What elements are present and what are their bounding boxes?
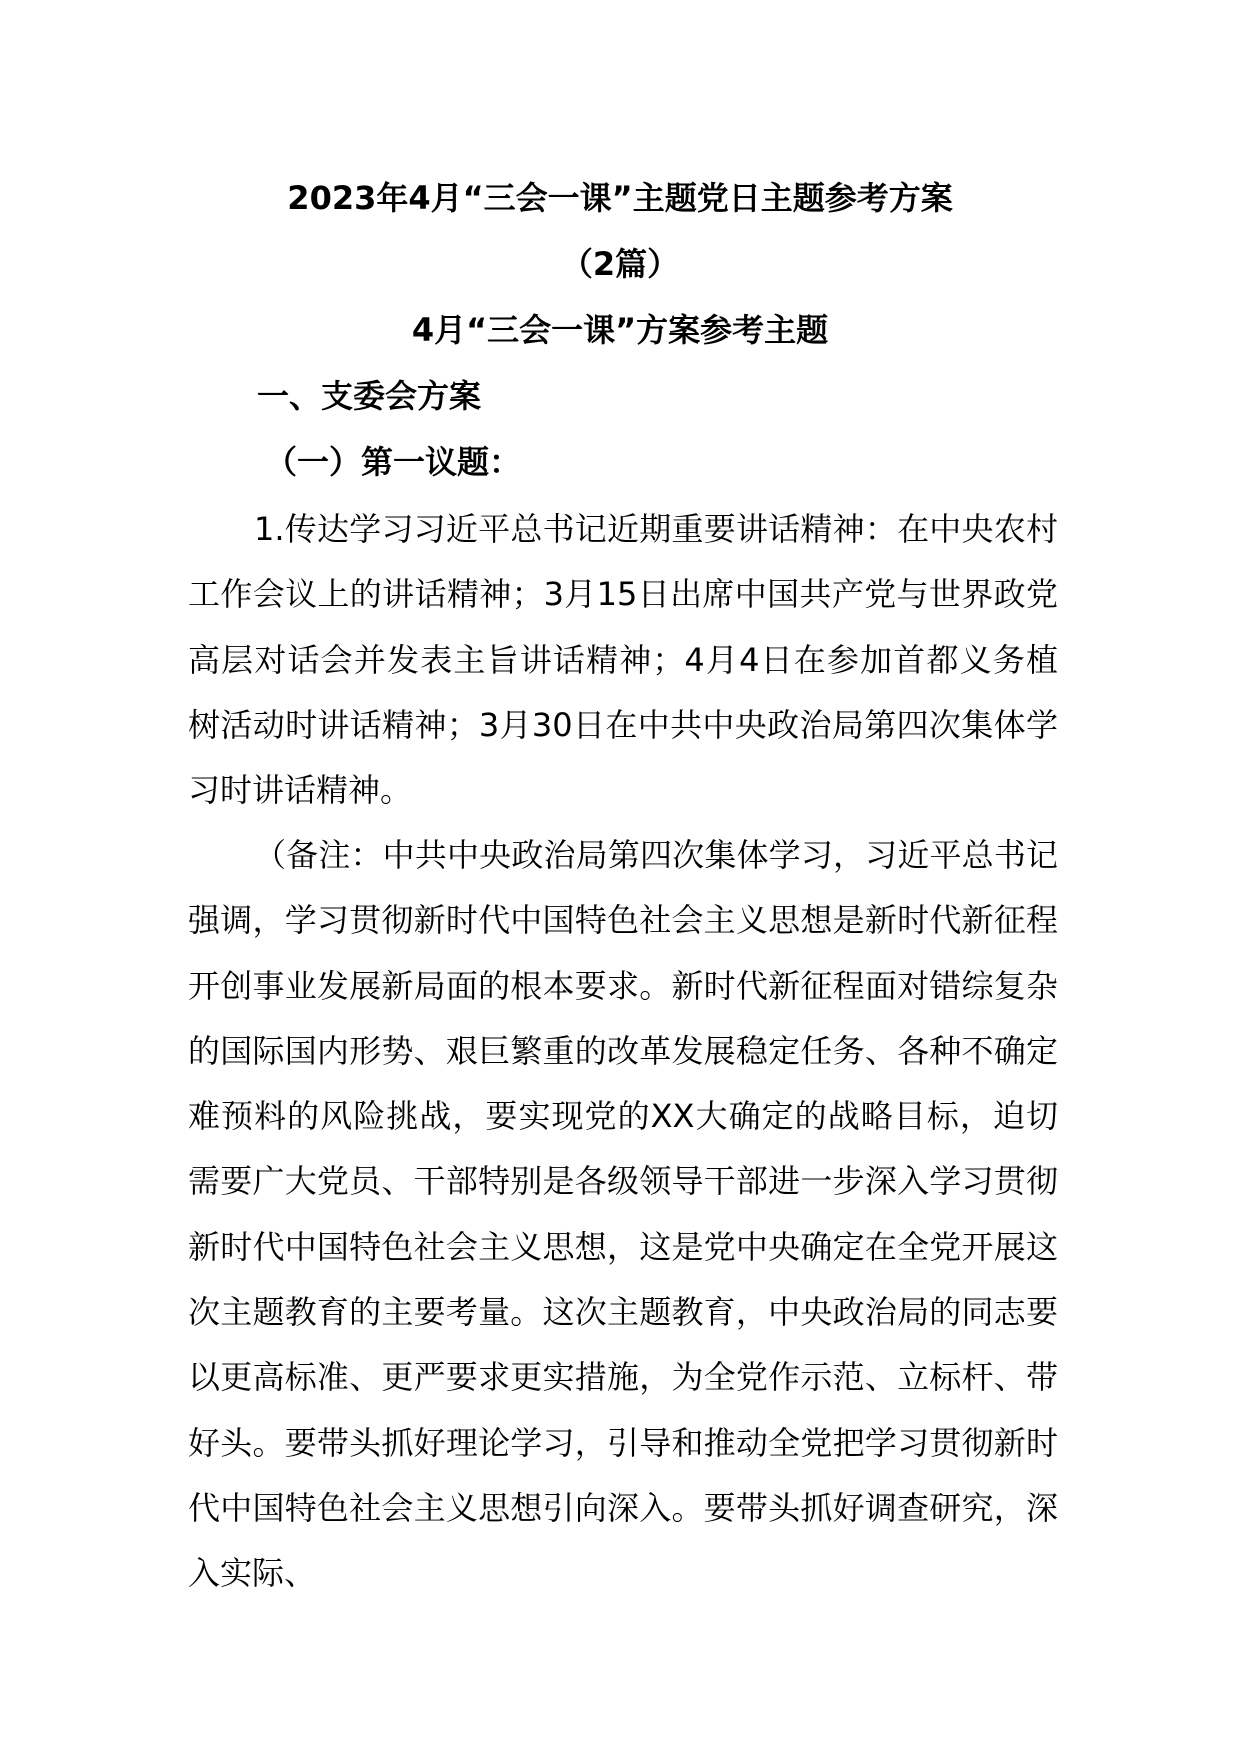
- document-title: 2023年4月“三会一课”主题党日主题参考方案: [287, 179, 953, 217]
- document-title-count: （2篇）: [560, 245, 680, 283]
- paragraph-note: （备注：中共中央政治局第四次集体学习，习近平总书记强调，学习贯彻新时代中国特色社会主义思想是新时代新征程开创事业发展新局面的根本要求。新时代新征程面对错综复杂的国际国内形势、艰巨繁重的改革发展稳定任务、各种不确定难预料的风险挑战，要实现党的XX大确定的战略目标，迫切需要广大党员、干部特别是各级领导干部进一步深入学习贯彻新时代中国特色社会主义思想，这是党中央确定在全党开展这次主题教育的主要考量。这次主题教育，中央政治局的同志要以更高标准、更严要求更实措施，为全党作示范、立标杆、带好头。要带头抓好理论学习，引导和推动全党把学习贯彻新时代中国特色社会主义思想引向深入。要带头抓好调查研究，深入实际、: [188, 836, 1058, 1593]
- subsection-heading: （一）第一议题：: [265, 443, 522, 481]
- section-heading: 一、支委会方案: [257, 377, 482, 415]
- paragraph-speech-list: 1.传达学习习近平总书记近期重要讲话精神：在中央农村工作会议上的讲话精神；3月15日出席中国共产党与世界政党高层对话会并发表主旨讲话精神；4月4日在参加首都义务植树活动时讲话精神；3月30日在中共中央政治局第四次集体学习时讲话精神。: [188, 510, 1058, 810]
- document-subtitle: 4月“三会一课”方案参考主题: [411, 311, 829, 349]
